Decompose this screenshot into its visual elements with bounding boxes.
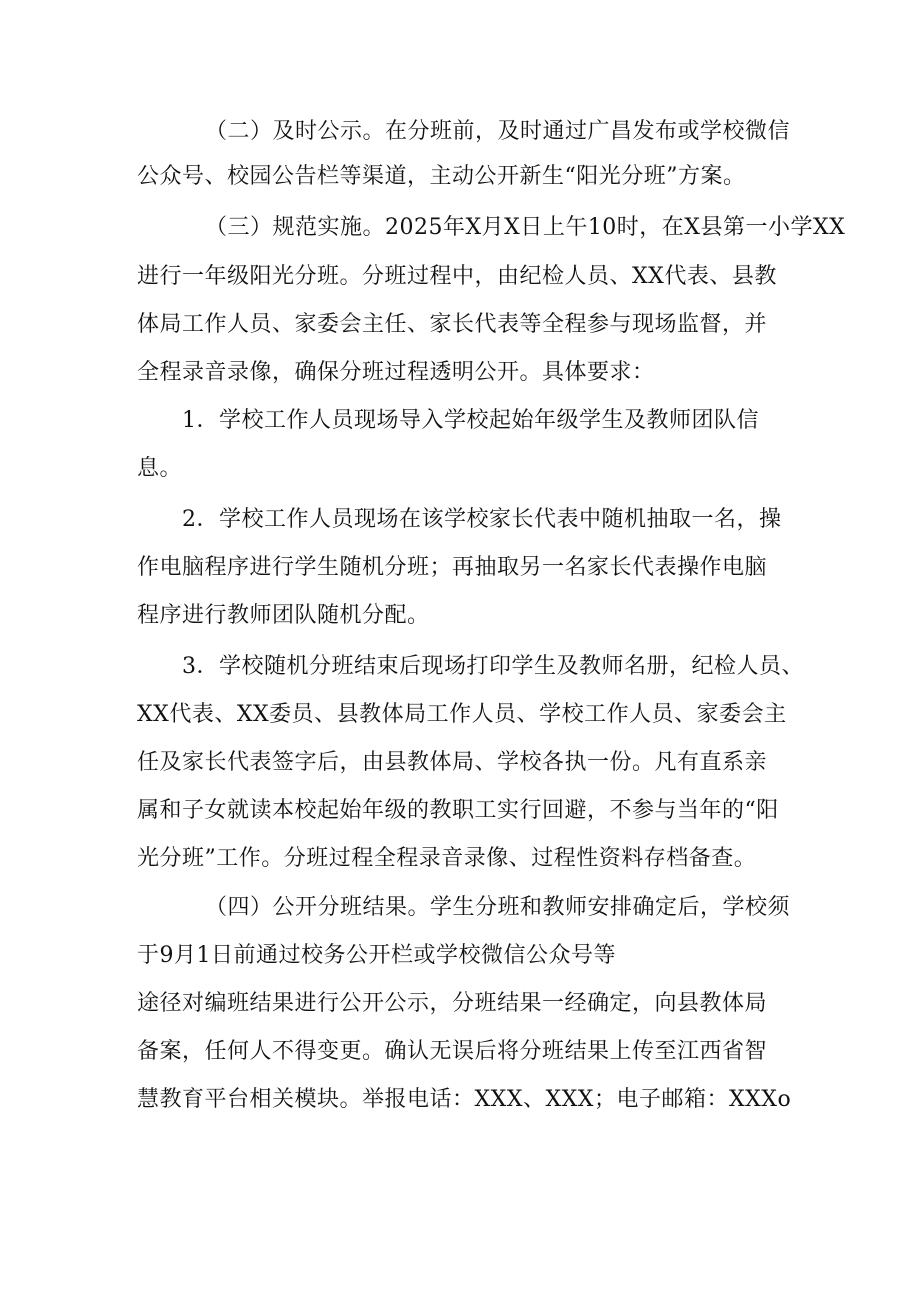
paragraph-line: 体局工作人员、家委会主任、家长代表等全程参与现场监督，并 (137, 312, 768, 337)
paragraph-line: 任及家长代表签字后，由县教体局、学校各执一份。凡有直系亲 (137, 750, 768, 775)
paragraph-line: 作电脑程序进行学生随机分班；再抽取另一名家长代表操作电脑 (137, 555, 768, 580)
paragraph-line: 3．学校随机分班结束后现场打印学生及教师名册，纪检人员、 (182, 654, 804, 679)
paragraph-line: 息。 (137, 456, 183, 481)
paragraph-line: 2．学校工作人员现场在该学校家长代表中随机抽取一名，操 (182, 507, 782, 532)
paragraph-line: 慧教育平台相关模块。举报电话：XXX、XXX；电子邮箱：XXXo (137, 1087, 792, 1112)
paragraph-line: 途径对编班结果进行公开公示，分班结果一经确定，向县教体局 (137, 991, 768, 1016)
paragraph-line: 光分班”工作。分班过程全程录音录像、过程性资料存档备查。 (137, 846, 757, 871)
paragraph-line: 1．学校工作人员现场导入学校起始年级学生及教师团队信 (182, 408, 759, 433)
paragraph-line: 于9月1日前通过校务公开栏或学校微信公众号等 (137, 943, 616, 968)
paragraph-line: 属和子女就读本校起始年级的教职工实行回避，不参与当年的“阳 (137, 798, 779, 823)
paragraph-line: 公众号、校园公告栏等渠道，主动公开新生“阳光分班”方案。 (137, 164, 746, 189)
paragraph-line: （四）公开分班结果。学生分班和教师安排确定后，学校须 (205, 895, 791, 920)
paragraph-line: 程序进行教师团队随机分配。 (137, 603, 430, 628)
paragraph-line: （二）及时公示。在分班前，及时通过广昌发布或学校微信 (205, 119, 791, 144)
paragraph-line: （三）规范实施。2025年X月X日上午10时，在X县第一小学XX (205, 215, 846, 240)
paragraph-line: 备案，任何人不得变更。确认无误后将分班结果上传至江西省智 (137, 1039, 768, 1064)
paragraph-line: XX代表、XX委员、县教体局工作人员、学校工作人员、家委会主 (137, 702, 787, 727)
paragraph-line: 全程录音录像，确保分班过程透明公开。具体要求： (137, 360, 655, 385)
paragraph-line: 进行一年级阳光分班。分班过程中，由纪检人员、XX代表、县教 (137, 264, 777, 289)
